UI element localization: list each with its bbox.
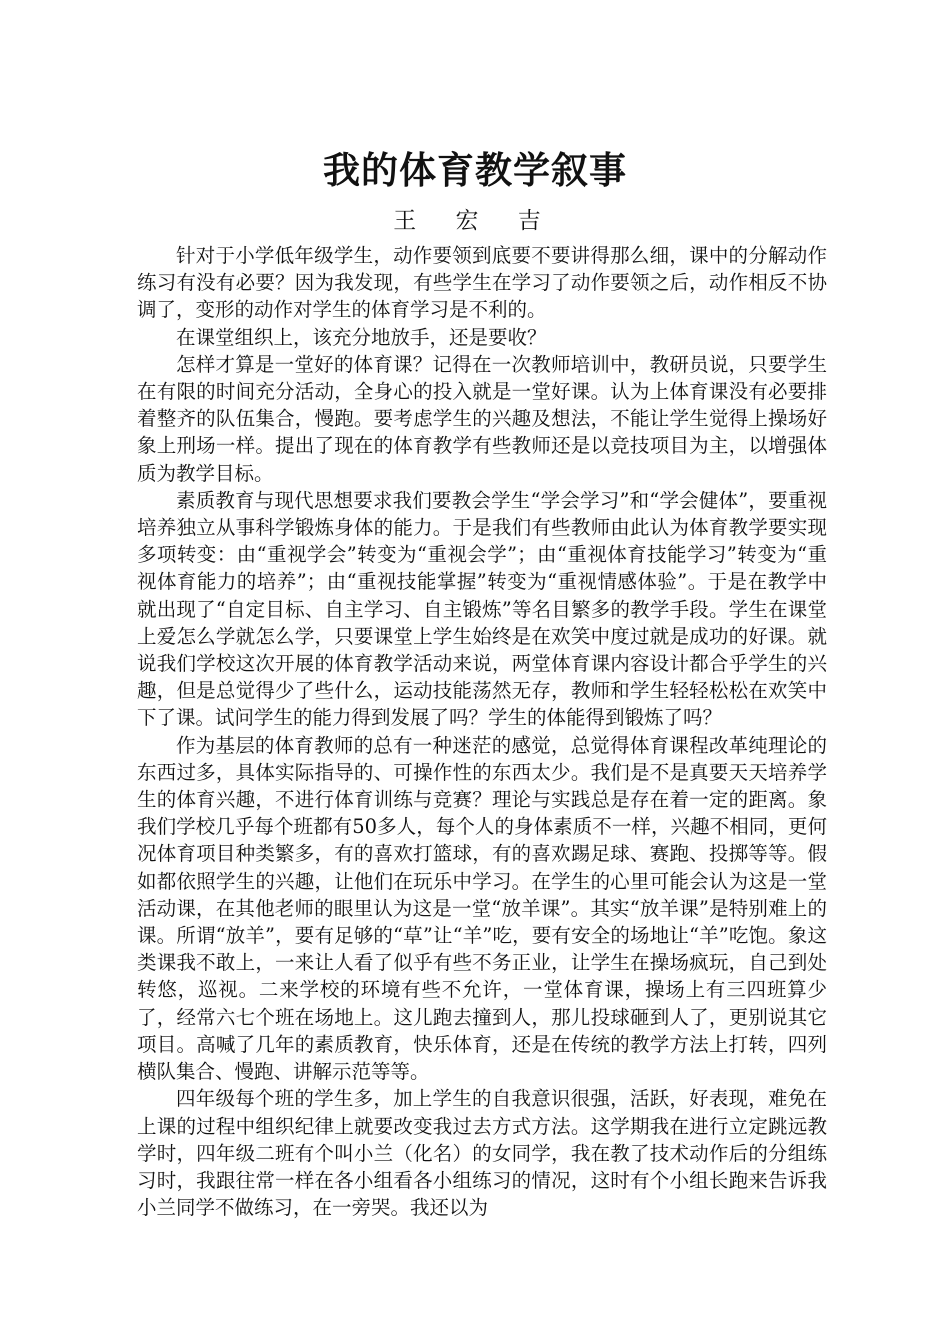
document-body [137,242,827,1221]
document-title: 我的体育教学叙事 [323,148,627,192]
paragraph: 作为基层的体育教师的总有一种迷茫的感觉，总觉得体育课程改革纯理论的东西过多，具体实际指导的、可操作性的东西太少。我们是不是真要天天培养学生的体育兴趣，不进行体育训练与竞赛？理论与实践总是存在着一定的距离。象我们学校几乎每个班都有50多人，每个人的身体素质不一样，兴趣不相同，更何况体育项目种类繁多，有的喜欢打篮球，有的喜欢踢足球、赛跑、投掷等等。假如都依照学生的兴趣，让他们在玩乐中学习。在学生的心里可能会认为这是一堂活动课，在其他老师的眼里认为这是一堂“放羊课”。其实“放羊课”是特别难上的课。所谓“放羊”，要有足够的“草”让“羊”吃，要有安全的场地让“羊”吃饱。象这类课我不敢上，一来让人看了似乎有些不务正业，让学生在操场疯玩，自己到处转悠，巡视。二来学校的环境有些不允许，一堂体育课，操场上有三四班算少了，经常六七个班在场地上。这儿跑去撞到人，那儿投球砸到人了，更别说其它项目。高喊了几年的素质教育，快乐体育，还是在传统的教学方法上打转，四列横队集合、慢跑、讲解示范等等。 [137,733,827,1084]
paragraph: 四年级每个班的学生多，加上学生的自我意识很强，活跃，好表现，难免在上课的过程中组织纪律上就要改变我过去方式方法。这学期我在进行立定跳远教学时，四年级二班有个叫小兰（化名）的女同学，我在教了技术动作后的分组练习时，我跟往常一样在各小组看各小组练习的情况，这时有个小组长跑来告诉我小兰同学不做练习，在一旁哭。我还以为 [137,1087,827,1220]
paragraph: 在课堂组织上，该充分地放手，还是要收？ [176,325,547,349]
paragraph: 怎样才算是一堂好的体育课？记得在一次教师培训中，教研员说，只要学生在有限的时间充分活动，全身心的投入就是一堂好课。认为上体育课没有必要排着整齐的队伍集合，慢跑。要考虑学生的兴趣及想法，不能让学生觉得上操场好象上刑场一样。提出了现在的体育教学有些教师还是以竞技项目为主，以增强体质为教学目标。 [137,352,827,485]
author-name: 王 宏 吉 [393,208,557,234]
paragraph: 素质教育与现代思想要求我们要教会学生“学会学习”和“学会健体”，要重视培养独立从事科学锻炼身体的能力。于是我们有些教师由此认为体育教学要实现多项转变：由“重视学会”转变为“重视会学”；由“重视体育技能学习”转变为“重视体育能力的培养”；由“重视技能掌握”转变为“重视情感体验”。于是在教学中就出现了“自定目标、自主学习、自主锻炼”等名目繁多的教学手段。学生在课堂上爱怎么学就怎么学，只要课堂上学生始终是在欢笑中度过就是成功的好课。就说我们学校这次开展的体育教学活动来说，两堂体育课内容设计都合乎学生的兴趣，但是总觉得少了些什么，运动技能荡然无存，教师和学生轻轻松松在欢笑中下了课。试问学生的能力得到发展了吗？学生的体能得到锻炼了吗？ [137,488,827,730]
paragraph: 针对于小学低年级学生，动作要领到底要不要讲得那么细，课中的分解动作练习有没有必要？因为我发现，有些学生在学习了动作要领之后，动作相反不协调了，变形的动作对学生的体育学习是不利的。 [137,244,827,322]
